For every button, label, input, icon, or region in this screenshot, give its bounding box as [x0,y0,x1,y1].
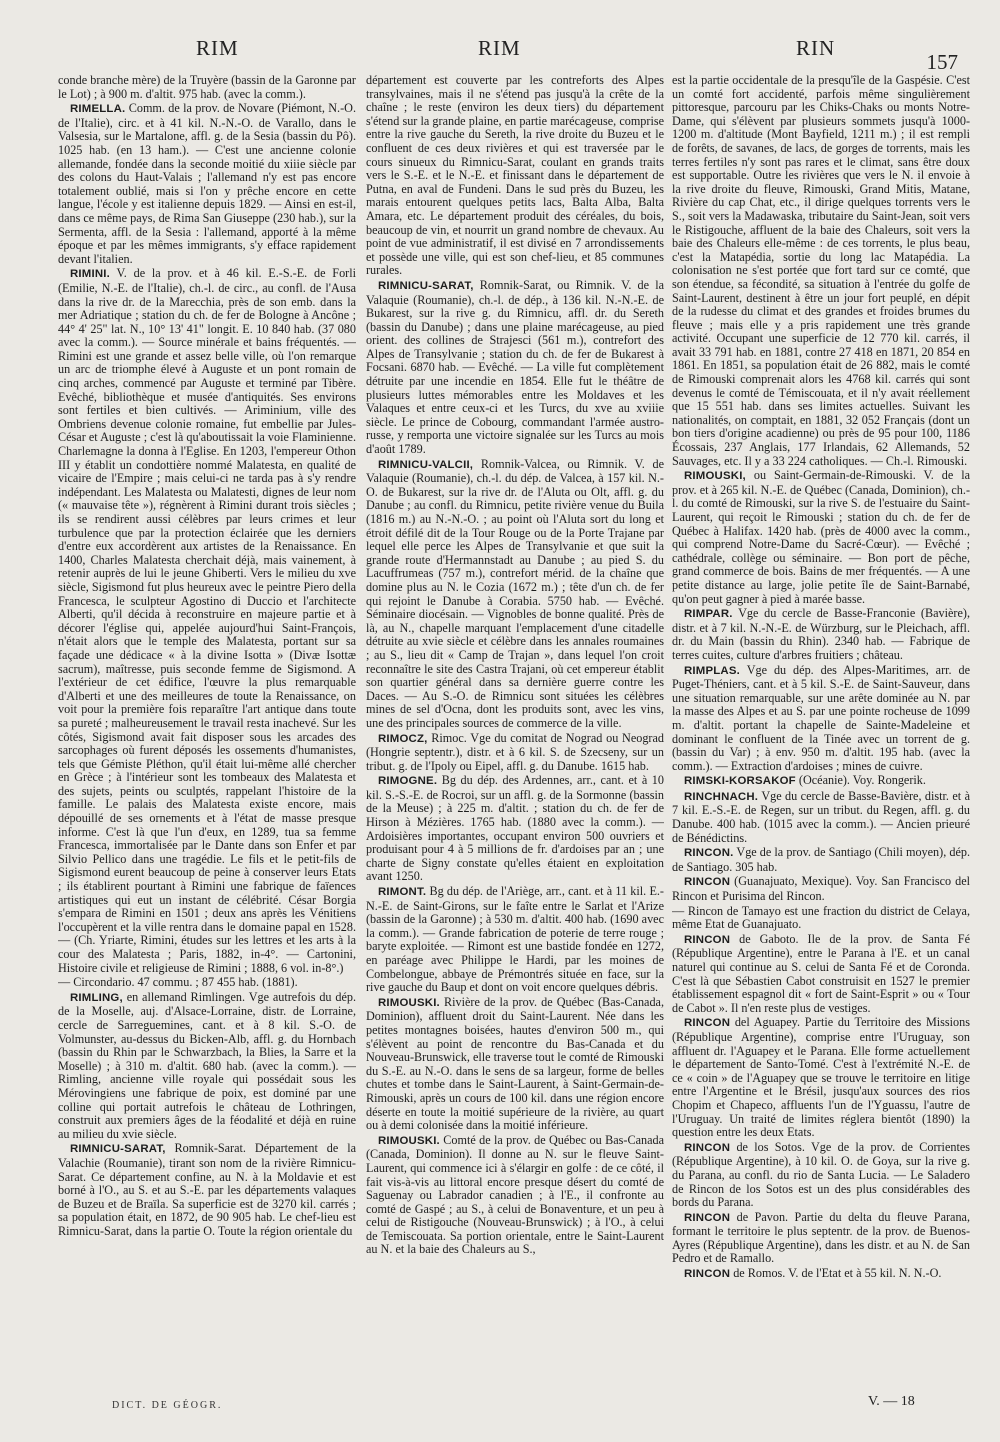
dictionary-entry [672,905,970,932]
entry-headword: RINCON. [684,847,734,860]
entry-headword: RIMNICU-SARAT, [70,1143,166,1156]
entry-headword: RIMOUSKI. [378,996,440,1009]
entry-text: en allemand Rimlingen. Vge autrefois du dép. de la Moselle, auj. d'Alsace-Lorraine, distr. de Lorraine, cercle de Sarreguemines, cant. et à 8 kil. S.-O. de Volmunster, au-dessus du Bicken-Alb, affl. g. du Hornbach (bassin du Rhin par le Schwarzbach, la Blies, la Sarre et la Moselle) ; à 310 m. d'altit. 680 hab. (avec la comm.). — Rimling, ancienne ville royale qui possédait sous les Mérovingiens une fabrique de poix, est dominé par une colline qui portait autrefois le château de Lothringen, construit aux premiers âges de la féodalité et déjà en ruine au milieu du xvie siècle. [58,989,356,1141]
entry-text: Rimoc. Vge du comitat de Nograd ou Neograd (Hongrie septentr.), distr. et à 6 kil. S. de Szecseny, sur un tribut. g. de l'Ipoly ou Eipel, affl. g. du Danube. 1615 hab. [366,730,664,773]
entry-text: de Pavon. Partie du delta du fleuve Parana, formant le territoire le plus septentr. de la prov. de Buenos-Ayres (République Argentine), dans les distr. et au N. de San Pedro et de Ramallo. [672,1209,970,1266]
dictionary-entry [672,774,970,789]
dictionary-entry [58,1142,356,1238]
entry-text: Comté de la prov. de Québec ou Bas-Canada (Canada, Dominion). Il donne au N. sur le fleuve Saint-Laurent, qui commence ici à s'élargir en golfe : de ce côté, il fait vis-à-vis au littoral encore presque désert du comté de Saguenay ou Labrador canadien ; à l'E., il confronte au comté de Gaspé ; au S., à celui de Bonaventure, et un peu à celui de Ristigouche (Nouveau-Brunswick) ; à l'O., à celui de Temiscouata. Sa portion orientale, entre le Saint-Laurent au N. et la baie des Chaleurs au S., [366,1132,664,1257]
entry-text: département est couverte par les contreforts des Alpes transylvaines, mais il ne s'étend pas jusqu'à la crête de la chaîne ; le reste (environ les deux tiers) du département s'étend sur la grande plaine, en partie marécageuse, comprise entre la rive gauche du Sereth, la rive droite du Buzeu et le confluent de ces deux rivières et qui est traversée par le cours sinueux du Rimnicu-Sarat, coulant en grands traits vers le S.-E. et le N.-E. et finissant dans le département de Putna, en aval de Fundeni. Dans le sud près du Buzeu, les marais entourent quelques petits lacs, Balta Alba, Balta Amara, etc. Le département produit des céréales, du bois, beaucoup de vin, et nourrit un grand nombre de chevaux. Au point de vue administratif, il est divisé en 7 arrondissements et possède une ville, qui est son chef-lieu, et 85 communes rurales. [366,74,664,278]
entry-headword: RIMINI. [70,268,110,281]
entry-text: (Océanie). Voy. Rongerik. [795,773,926,788]
entry-text: Comm. de la prov. de Novare (Piémont, N.-O. de l'Italie), circ. et à 41 kil. N.-N.-O. de Varallo, dans le Valsesia, sur le Martalone, affl. g. de la Sesia (bassin du Pô). 1025 hab. (en 13 ham.). — C'est une ancienne colonie allemande, fondée dans la seconde moitié du xiiie siècle par des colons du Haut-Valais ; l'allemand n'y est pas encore totalement oublié, mais si l'on y prêche encore en cette langue, l'école y est italienne depuis 1829. — Ainsi en est-il, dans ce même pays, de Rima San Giuseppe (230 hab.), sur la Sermenta, affl. de la Sesia : l'allemand, apporté à la même époque et par les mêmes immigrants, s'y efface rapidement devant l'italien. [58,101,356,266]
entry-headword: RINCON [684,933,731,946]
dictionary-entry [58,991,356,1142]
dictionary-entry [366,74,664,278]
entry-text: Romnik-Sarat. Département de la Valachie (Roumanie), tirant son nom de la rivière Rimnicu-Sarat. Ce département confine, au N. à la Moldavie et est borné à l'O., au S. et au S.-E. par les départements valaques de Buzeu et de Braïla. Sa superficie est de 3270 kil. carrés ; sa population était, en 1872, de 90 905 hab. Le chef-lieu est Rimnicu-Sarat, dans la partie O. Toute la région orientale du [58,1141,356,1238]
entry-headword: RIMLING, [70,991,123,1004]
dictionary-entry [672,74,970,468]
entry-text: ou Saint-Germain-de-Rimouski. V. de la prov. et à 265 kil. N.-E. de Québec (Canada, Dominion), ch.-l. du comté de Rimouski, sur la rive S. de l'estuaire du Saint-Laurent, qui reçoit le Rimouski ; station du ch. de fer de Québec à Halifax. 1420 hab. (près de 4000 avec la comm., qui comprend Notre-Dame du Sacré-Cœur). — Evêché ; cathédrale, collège ou séminaire. — Bon port de pêche, grand commerce de bois. Bains de mer fréquentés. — A une petite distance au large, jolie petite île de Saint-Barnabé, qu'on peut gagner à pied à marée basse. [672,468,970,606]
entry-text: Bg du dép. de l'Ariège, arr., cant. et à 11 kil. E.-N.-E. de Saint-Girons, sur le faîte entre le Sarlat et l'Arize (bassin de la Garonne) ; à 530 m. d'altit. 400 hab. (1690 avec la comm.). — Grande fabrication de poterie de terre rouge ; baryte exploitée. — Rimont est une bastide fondée en 1272, en paréage avec Philippe le Hardi, par les moines de Combelongue, abbaye de Prémontrés située en face, sur la rive gauche du Baup et dont on voit encore quelques débris. [366,884,664,995]
dictionary-entry [366,279,664,457]
running-head-middle: RIM [478,36,521,60]
entry-text: Bg du dép. des Ardennes, arr., cant. et à 10 kil. S.-S.-E. de Rocroi, sur un affl. g. de la Sormonne (bassin de la Meuse) ; à 225 m. d'altit. ; station du ch. de fer de Hirson à Mézières. 1765 hab. (1880 avec la comm.). — Ardoisières importantes, occupant environ 500 ouvriers et produisant pour 4 à 5 millions de fr. d'ardoises par an ; une charte de Signy constate qu'elles étaient en exploitation avant 1250. [366,773,664,884]
dictionary-entry [672,469,970,606]
dictionary-entry [58,976,356,990]
dictionary-entry [672,1141,970,1210]
dictionary-entry [366,774,664,884]
dictionary-entry [672,846,970,874]
entry-headword: RINCON [684,1141,731,1154]
entry-text: Vge du cercle de Basse-Bavière, distr. et à 7 kil. E.-S.-E. de Regen, sur un tribut. du Regen, affl. g. du Danube. 400 hab. (1015 avec la comm.). — Ancien prieuré de Bénédictins. [672,788,970,845]
dictionary-entry [672,1211,970,1266]
dictionary-entry [672,1016,970,1139]
entry-headword: RIMOGNE. [378,775,438,788]
running-head-right: RIN [796,36,836,60]
entry-headword: RINCHNACH. [684,790,759,803]
entry-text: Romnik-Sarat, ou Rimnik. V. de la Valaquie (Roumanie), ch.-l. de dép., à 136 kil. N.-N.-E. de Bukarest, sur la rive g. du Rimnicu, affl. dr. du Sereth (bassin du Danube) ; dans une plaine marécageuse, au pied orient. des collines de Strajesci (561 m.), contrefort des Alpes de Transylvanie ; station du ch. de fer de Bukarest à Focsani. 6870 hab. — Evêché. — La ville fut complètement détruite par une incendie en 1854. Elle fut le théâtre de plusieurs luttes mémorables entre les Moldaves et les Valaques et entre ceux-ci et les Turcs, du xve au xviiie siècle. Le prince de Cobourg, commandant l'armée austro-russe, y remporta une victoire signalée sur les Turcs au mois d'août 1789. [366,277,664,457]
entry-text: de Romos. V. de l'Etat et à 55 kil. N. N.-O. [730,1266,942,1281]
entry-text: Vge de la prov. de Santiago (Chili moyen), dép. de Santiago. 305 hab. [672,845,970,874]
entry-text: de Gaboto. Ile de la prov. de Santa Fé (République Argentine), entre le Parana à l'E. et un canal naturel qui continue au S. celui de Santa Fé et de Coronda. C'est là que Sébastien Cabot construisit en 1527 le premier établissement espagnol dit « fort de Saint-Esprit » ou « Tour de Cabot ». Il n'en reste plus de vestiges. [672,931,970,1015]
dictionary-entry [366,458,664,731]
entry-text: — Rincon de Tamayo est une fraction du district de Celaya, même Etat de Guanajuato. [672,903,970,932]
entry-text: Rivière de la prov. de Québec (Bas-Canada, Dominion), affluent droit du Saint-Laurent. Née dans les petites montagnes boisées, hautes d'environ 500 m., qui s'élèvent au point de rencontre du Bas-Canada et du Nouveau-Brunswick, elle traverse tout le comté de Rimouski du S.-E. au N.-O. dans le sens de sa largeur, forme de belles chutes et tombe dans le Saint-Laurent, à Saint-Germain-de-Rimouski, après un cours de 100 kil. dans une région encore déserte en toute la moitié supérieure de la rivière, au quart ou à demi colonisée dans la moitié inférieure. [366,994,664,1133]
entry-headword: RIMONT. [378,886,427,899]
page-number: 157 [926,50,958,74]
running-head-left: RIM [196,36,239,60]
dictionary-entry [672,1267,970,1282]
entry-text: Romnik-Valcea, ou Rimnik. V. de Valaquie (Roumanie), ch.-l. du dép. de Valcea, à 157 kil. N.-O. de Bukarest, sur la rive dr. de l'Aluta ou Olt, affl. g. du Danube ; au confl. du Rimnicu, petite rivière venue du Buila (1816 m.) au N.-N.-O. ; au point où l'Aluta sort du long et étroit défilé dit de la Tour Rouge ou de la Porte Trajane par lequel elle perce les Alpes de Transylvanie et que suit la grande route d'Hermannstadt au Danube ; au pied S. du Lacuffrumeas (757 m.), contrefort mérid. de la chaîne que domine plus au N. le Cozia (1672 m.) ; tête d'un ch. de fer qui rejoint le Danube à Corabia. 5750 hab. — Evêché. Séminaire diocésain. — Vignobles de bonne qualité. Près de là, au N., chapelle marquant l'emplacement d'une citadelle détruite au xvie siècle et célèbre dans les annales roumaines ; au S., lieu dit « Camp de Trajan », dans lequel l'on croit reconnaître le site des Castra Trajani, où cet empereur établit son quartier général dans sa dernière guerre contre les Daces. — Au S.-O. de Rimnicu sont situées les célèbres mines de sel d'Ocna, dont les produits sont, avec les vins, une des principales sources de commerce de la ville. [366,456,664,730]
entry-text: Vge du cercle de Basse-Franconie (Bavière), distr. et à 7 kil. N.-N.-E. de Würzburg, sur le Pleichach, affl. dr. du Main (bassin du Rhin). 2340 hab. — Fabrique de terres cuites, culture d'arbres fruitiers ; château. [672,606,970,662]
entry-headword: RIMPLAS. [684,664,741,677]
entry-headword: RINCON [684,876,731,889]
entry-headword: RIMOCZ, [378,732,428,745]
entry-headword: RIMNICU-SARAT, [378,279,474,292]
column-1 [58,74,356,1399]
entry-headword: RINCON [684,1268,731,1281]
entry-text: — Circondario. 47 commu. ; 87 455 hab. (1881). [58,975,298,990]
entry-headword: RIMOUSKI. [378,1134,440,1147]
entry-text: Vge du dép. des Alpes-Maritimes, arr. de Puget-Théniers, cant. et à 5 kil. S.-E. de Saint-Sauveur, dans une situation remarquable, sur une arête dominée au N. par la masse des Alpes et au S. par une pointe rocheuse de 1099 m. d'altit. portant la chapelle de Sainte-Madeleine et dominant le confluent de la Tinée avec un torrent de g. (bassin du Var) ; à env. 950 m. d'altit. 195 hab. (avec la comm.). — Extraction d'ardoises ; mines de cuivre. [672,662,970,773]
column-3 [672,74,970,1399]
entry-headword: RIMNICU-VALCII, [378,458,474,471]
footer-signature-number: V. — 18 [868,1394,915,1409]
dictionary-entry [672,875,970,903]
entry-headword: RIMOUSKI, [684,470,746,483]
entry-text: est la partie occidentale de la presqu'île de la Gaspésie. C'est un comté fort accidenté, parfois même singulièrement pittoresque, parcouru par les Chiks-Chaks ou monts Notre-Dame, qui s'élèvent par plusieurs sommets jusqu'à 1000-1200 m. d'altitude (Mont Bayfield, 1211 m.) ; il est rempli de forêts, de savanes, de lacs, de gorges de torrents, mais les terres fertiles n'y sont pas rares et le climat, sans être doux est supportable. Outre les rivières que vers le N. il envoie à la rive droite du fleuve, Rimouski, Grand Mitis, Matane, Rivière du cap Chat, etc., il dirige quelques torrents vers le S., soit vers la Madawaska, tributaire du Saint-Jean, soit vers le Ristigouche, affluent de la baie des Chaleurs, soit vers la baie des Chaleurs elle-même : de ces torrents, le plus beau, c'est la Matapédia, sortie du long lac Matapédia. La colonisation ne s'est portée que fort tard sur ce comté, que son étendue, sa fécondité, sa situation à l'entrée du golfe de Saint-Laurent, destinent à être un jour fort peuplé, en dépit de la rudesse du climat et des grandes et froides brumes du fleuve ; mais elle y a pris rapidement une très grande activité. Occupant une superficie de 12 770 kil. carrés, il avait 33 791 hab. en 1881, contre 27 418 en 1871, 20 854 en 1861. En 1851, sa population était de 26 882, mais le comté de Rimouski comprenait alors les 4768 kil. carrés qui sont devenus le comté de Témiscouata, et il n'y avait réellement que 15 551 hab. dans ses limites actuelles. Suivant les nationalités, on comptait, en 1881, 32 052 Français (dont un bon tiers d'origine acadienne) ou près de 95 pour 100, 1186 Écossais, 237 Anglais, 177 Irlandais, 62 Allemands, 52 Sauvages, etc. Il y a 33 224 catholiques. — Ch.-l. Rimouski. [672,74,970,468]
dictionary-entry [366,1134,664,1257]
dictionary-entry [672,607,970,662]
entry-headword: RINCON [684,1211,731,1224]
dictionary-entry [672,933,970,1016]
dictionary-entry [672,664,970,774]
column-2 [366,74,664,1399]
footer-signature: DICT. DE GÉOGR. [112,1400,223,1411]
entry-text: de los Sotos. Vge de la prov. de Corrientes (République Argentine), à 10 kil. O. de Goya, sur la rive g. du Parana, au confl. du rio de Santa Lucia. — Le Saladero de Rincon de los Sotos est un des plus considérables des bords du Parana. [672,1139,970,1210]
dictionary-entry [58,267,356,975]
dictionary-entry [366,885,664,995]
entry-headword: RIMPAR. [684,608,733,621]
dictionary-entry [58,74,356,101]
entry-text: (Guanajuato, Mexique). Voy. San Francisco del Rincon et Purisima del Rincon. [672,874,970,904]
entry-headword: RINCON [684,1017,731,1030]
entry-headword: RIMELLA. [70,103,126,116]
entry-text: V. de la prov. et à 46 kil. E.-S.-E. de Forli (Emilie, N.-E. de l'Italie), ch.-l. de circ., au confl. de l'Ausa dans la rive dr. de la Marecchia, près de son emb. dans la mer Adriatique ; station du ch. de fer de Bologne à Ancône ; 44° 4' 25" lat. N., 10° 13' 41" longit. E. 10 840 hab. (37 080 avec la comm.). — Source minérale et bains fréquentés. — Rimini est une grande et assez belle ville, où l'on remarque un arc de triomphe élevé à Auguste et un pont romain de cinq arches, commencé par Auguste et terminé par Tibère. Evêché, bibliothèque et musée d'antiquités. Ses environs sont fertiles et bien cultivés. — Ariminium, ville des Ombriens devenue colonie romaine, fut embellie par Jules-César et Auguste ; c'est là qu'aboutissait la voie Flaminienne. Charlemagne la donna à l'Eglise. En 1203, l'empereur Othon III y établit un condottière nommé Malatesta, en qualité de vicaire de l'Empire ; mais celui-ci ne tarda pas à s'y rendre indépendant. Les Malatesta ou Malatesti, dignes de leur nom (« mauvaise tête »), régnèrent à Rimini durant trois siècles ; ils se rendirent aussi célèbres par leurs crimes et leur turbulence que par la protection éclairée que les derniers d'entre eux accordèrent aux artistes de la Renaissance. En 1400, Charles Malatesta cherchait déjà, mais vainement, à retenir auprès de lui le jeune Ghiberti. Vers le milieu du xve siècle, Sigismond fut plus heureux avec le peintre Piero della Francesca, le sculpteur Agostino di Duccio et l'architecte Alberti, qu'il décida à reconstruire en majeure partie et à décorer l'église qui, appelée aujourd'hui Saint-François, n'était alors que le temple des Malatesta, portant sur sa façade une dédicace « à la divine Isotta » (Divæ Isottæ sacrum), maîtresse, puis seconde femme de Sigismond. A l'extérieur de cet édifice, l'œuvre la plus remarquable d'Alberti et une des meilleures de toute la Renaissance, on voit pour la première fois reparaître l'art antique dans toute sa pureté ; malheureusement le travail resta inachevé. Sur les côtés, Sigismond avait fait disposer sous les arcades des sarcophages où furent déposés les ossements d'humanistes, tels que Gémiste Pléthon, qu'il était lui-même allé chercher en Grèce ; à l'intérieur sont les tombeaux des Malatesta et des sujets, peints ou sculptés, rappelant l'histoire de la famille. Le palais des Malatesta existe encore, mais dépouillé de ses ornements et à l'état de masse presque informe. C'est là que l'un d'eux, en 1289, tua sa femme Francesca, immortalisée par le Dante dans son Enfer et par Silvio Pellico dans une tragédie. Le fils et le petit-fils de Sigismond eurent beaucoup de peine à conserver leurs Etats ; ils établirent pourtant à Rimini une fabrique de faïences artistiques qui eut un instant de célébrité. César Borgia s'empara de Rimini en 1501 ; deux ans après les Vénitiens l'occupèrent et la ville rentra dans le domaine papal en 1528. — (Ch. Yriarte, Rimini, études sur les lettres et les arts à la cour des Malatesta ; Paris, 1882, in-4°. — Cartonini, Histoire civile et religieuse de Rimini ; 1888, 6 vol. in-8°.) [58,266,356,975]
dictionary-entry [672,790,970,845]
dictionary-entry [366,996,664,1133]
entry-headword: RIMSKI-KORSAKOF [684,775,796,788]
dictionary-entry [366,732,664,774]
entry-text: del Aguapey. Partie du Territoire des Missions (République Argentine), comprise entre l'Uruguay, son affluent dr. l'Aguapey et le Parana. Elle forme actuellement le département de Santo-Tomé. C'est à l'extrémité N.-E. de ce « coin » de l'Aguapey que se trouve le territoire en litige entre l'Argentine et le Brésil, jusqu'aux sources des rios Chopim et Chapeco, affluents l'un de l'Yguassu, l'autre de l'Uruguay. Un traité de limites réglera bientôt (1890) la question entre les deux Etats. [672,1015,970,1140]
dictionary-entry [58,102,356,266]
entry-text: conde branche mère) de la Truyère (bassin de la Garonne par le Lot) ; à 900 m. d'altit. 975 hab. (avec la comm.). [58,74,356,101]
